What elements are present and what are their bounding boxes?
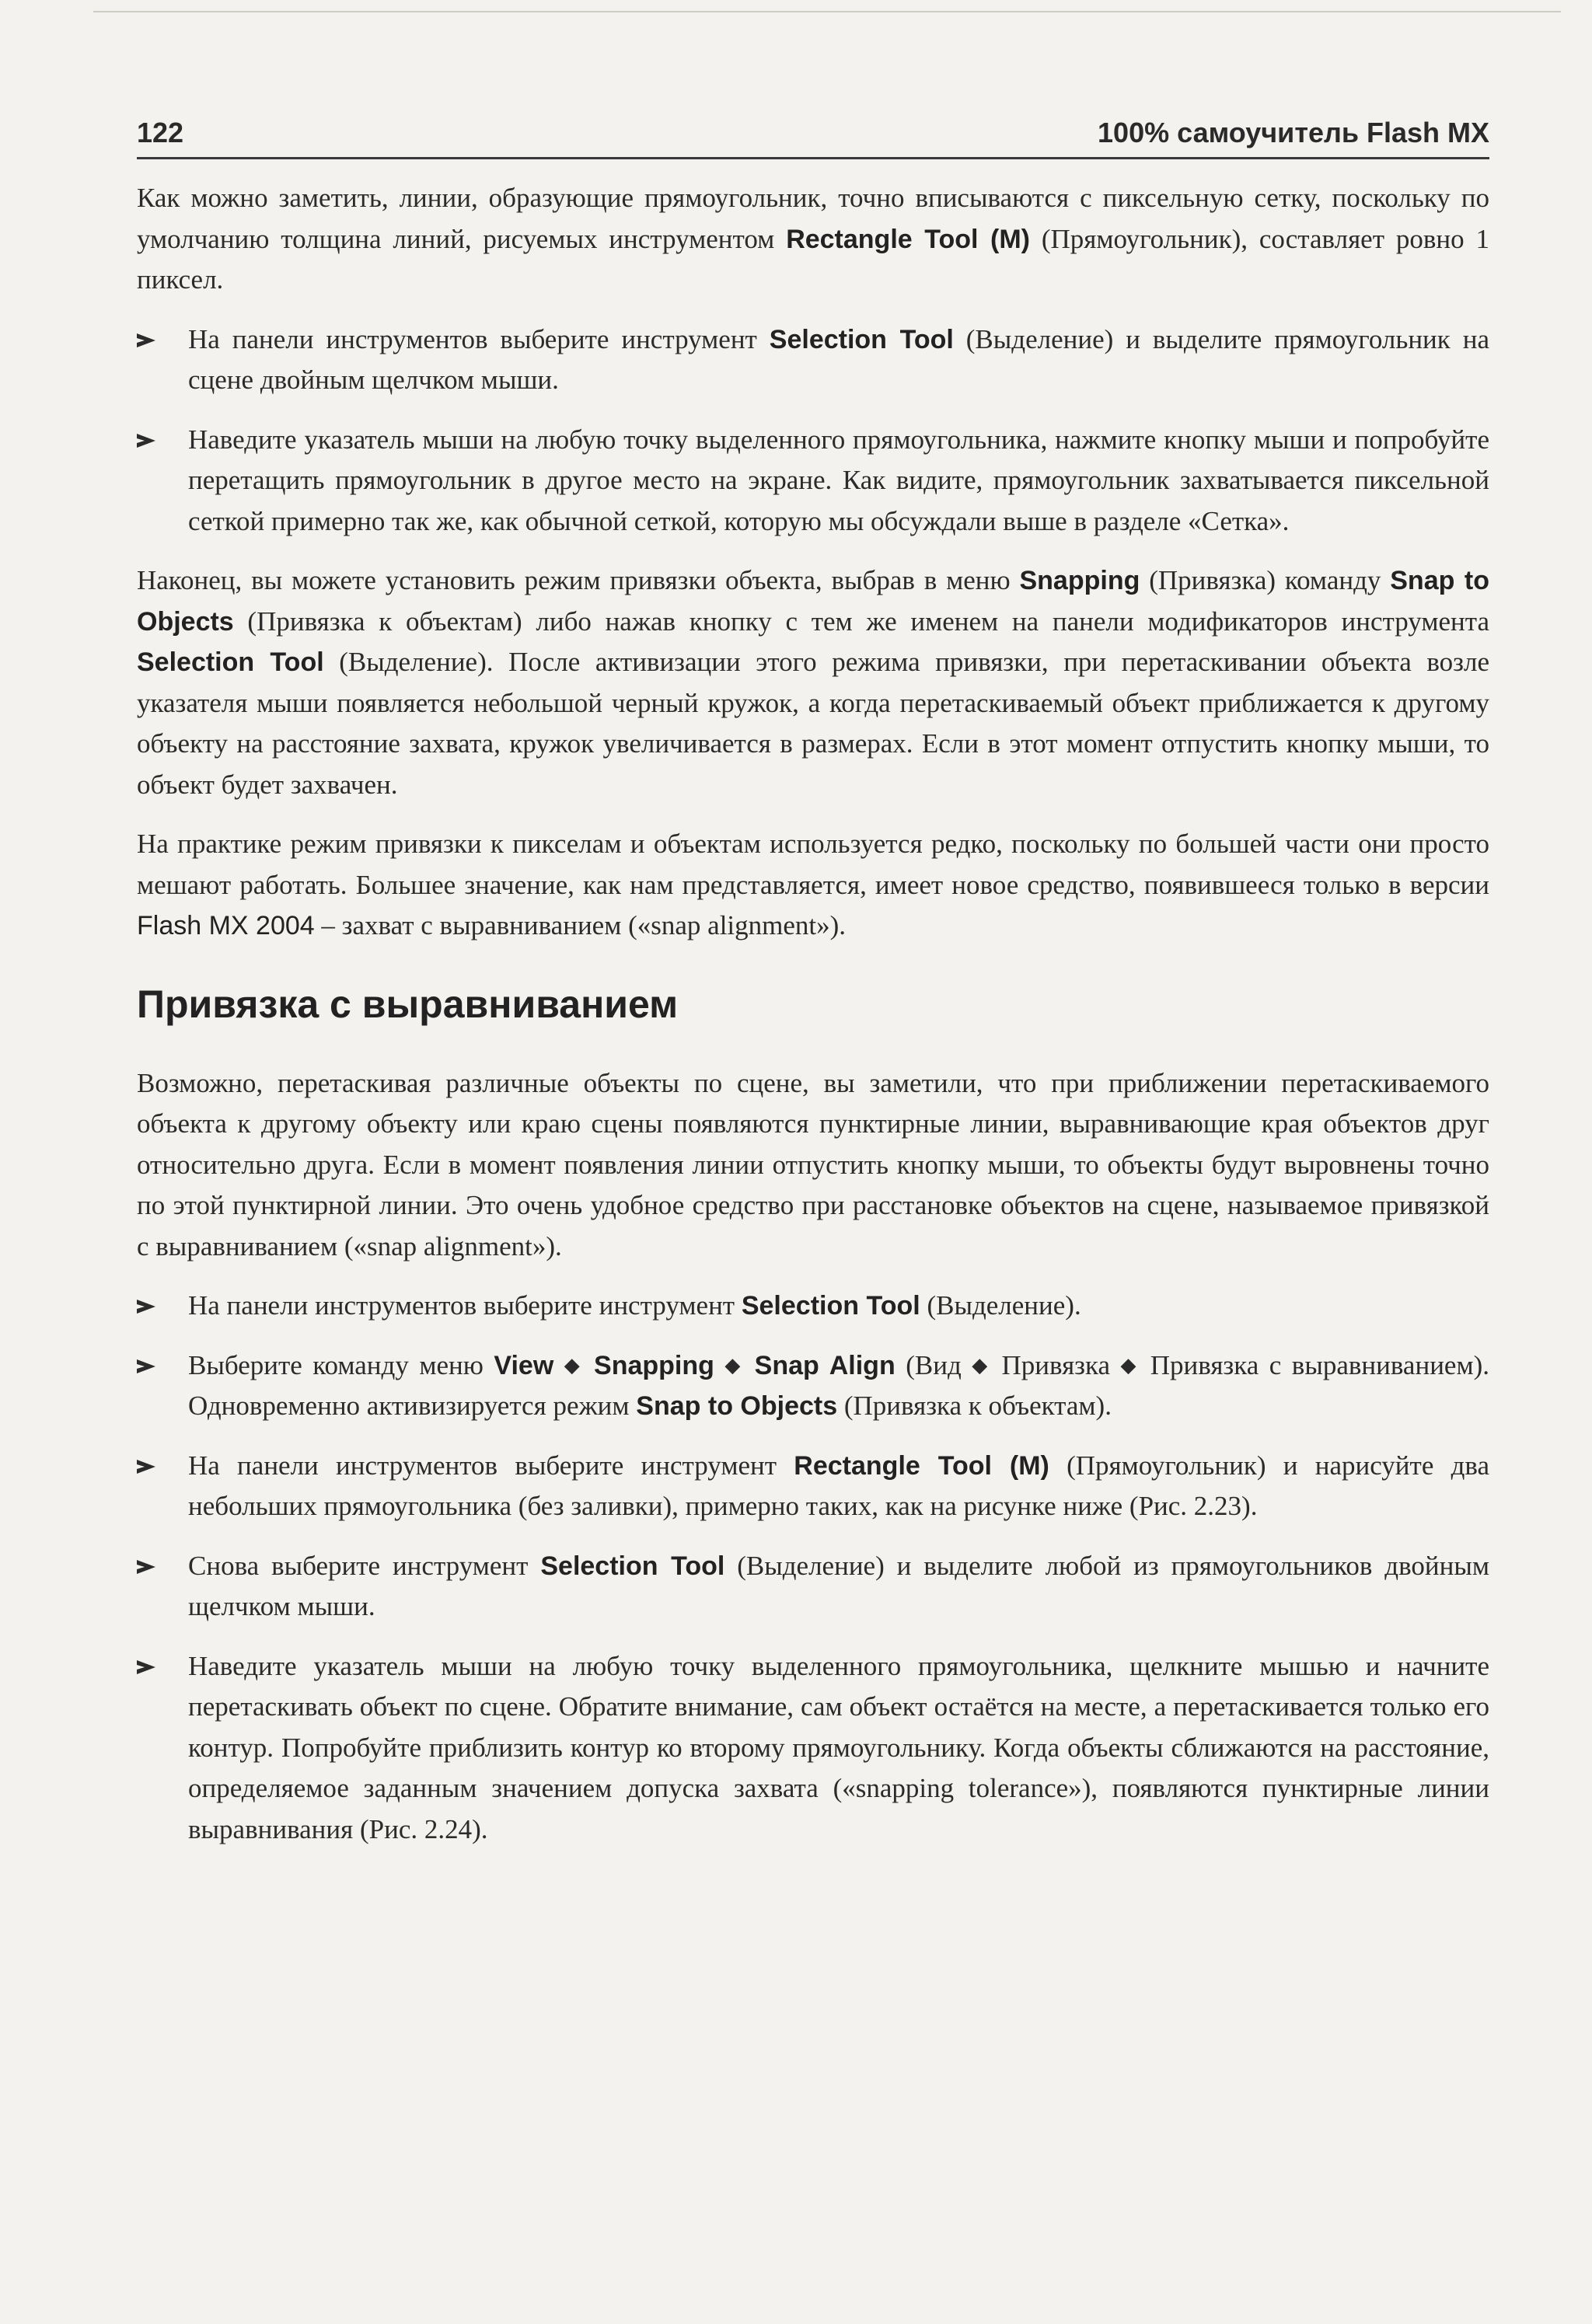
term-selection-tool: Selection Tool bbox=[741, 1291, 920, 1321]
diamond-separator-icon: ◆ bbox=[564, 1353, 584, 1377]
term-flash-mx-2004: Flash MX 2004 bbox=[137, 911, 315, 940]
book-title: 100% самоучитель Flash MX bbox=[1098, 117, 1489, 148]
paragraph-snap-alignment: Возможно, перетаскивая различные объекты по сцене, вы заметили, что при приближении перетаскиваемого объекта к другому объекту или краю сцены появляются пунктирные линии, выравнивающие края объектов друг относительно друга. Если в момент появления линии отпустить кнопку мыши, то объекты будут выровнены точно по этой пунктирной линии. Это очень удобное средство при расстановке объектов на сцене, называемое привязкой с выравниванием («snap alignment»). bbox=[137, 1067, 1489, 1261]
scan-edge-line bbox=[93, 11, 1561, 12]
term-snapping: Snapping bbox=[594, 1350, 714, 1380]
paragraph-snap-objects: Наконец, вы можете установить режим привязки объекта, выбрав в меню Snapping (Привязка) команду Snap to Objects (Привязка к объектам) либо нажав кнопку с тем же именем на панели модификаторов инструмента Selection Tool (Выделение). После активизации этого режима привязки, при перетаскивании объекта возле указателя мыши появляется небольшой черный кружок, а когда перетаскиваемый объект приближается к другому объекту на расстояние захвата, кружок увеличивается в размерах. Если в этот момент отпустить кнопку мыши, то объект будет захвачен. bbox=[137, 565, 1489, 800]
term-snap-to-objects: Snap to Objects bbox=[137, 566, 1489, 637]
bullet-arrow-icon bbox=[137, 1660, 155, 1674]
term-rectangle-tool: Rectangle Tool (M) bbox=[794, 1450, 1049, 1481]
step-list-1 bbox=[137, 319, 1489, 543]
term-snap-align: Snap Align bbox=[754, 1350, 896, 1380]
term-selection-tool: Selection Tool bbox=[769, 324, 954, 354]
page-header bbox=[137, 117, 1489, 159]
list-item: На панели инструментов выберите инструмент Selection Tool (Выделение) и выделите прямоугольник на сцене двойным щелчком мыши. bbox=[137, 319, 1489, 401]
list-item: Наведите указатель мыши на любую точку выделенного прямоугольника, щелкните мышью и начните перетаскивать объект по сцене. Обратите внимание, сам объект остаётся на месте, а перетаскивается только его контур. Попробуйте приблизить контур ко второму прямоугольнику. Когда объекты сближаются на расстояние, определяемое заданным значением допуска захвата («snapping tolerance»), появляются пунктирные линии выравнивания (Рис. 2.24). bbox=[137, 1646, 1489, 1851]
bullet-arrow-icon bbox=[137, 1359, 155, 1373]
term-selection-tool: Selection Tool bbox=[540, 1551, 725, 1581]
book-page bbox=[137, 117, 1489, 1869]
bullet-arrow-icon bbox=[137, 333, 155, 347]
diamond-separator-icon: ◆ bbox=[1120, 1353, 1140, 1377]
bullet-arrow-icon bbox=[137, 1560, 155, 1574]
list-item: На панели инструментов выберите инструмент Selection Tool (Выделение). bbox=[137, 1286, 1489, 1327]
term-view: View bbox=[494, 1350, 554, 1380]
diamond-separator-icon: ◆ bbox=[972, 1353, 992, 1377]
bullet-arrow-icon bbox=[137, 1300, 155, 1314]
term-snap-to-objects: Snap to Objects bbox=[636, 1391, 838, 1421]
term-selection-tool: Selection Tool bbox=[137, 647, 324, 677]
term-snapping: Snapping bbox=[1019, 566, 1140, 595]
step-list-2 bbox=[137, 1286, 1489, 1850]
page-number: 122 bbox=[137, 117, 184, 148]
diamond-separator-icon: ◆ bbox=[724, 1353, 745, 1377]
list-item: На панели инструментов выберите инструмент Rectangle Tool (M) (Прямоугольник) и нарисуйте два небольших прямоугольника (без заливки), примерно таких, как на рисунке ниже (Рис. 2.23). bbox=[137, 1446, 1489, 1527]
list-item: Снова выберите инструмент Selection Tool (Выделение) и выделите любой из прямоугольников двойным щелчком мыши. bbox=[137, 1546, 1489, 1628]
paragraph-pixel-grid: Как можно заметить, линии, образующие прямоугольник, точно вписываются с пиксельную сетку, поскольку по умолчанию толщина линий, рисуемых инструментом Rectangle Tool (M) (Прямоугольник), составляет ровно 1 пиксел. bbox=[137, 183, 1489, 295]
term-rectangle-tool: Rectangle Tool (M) bbox=[786, 224, 1030, 254]
bullet-arrow-icon bbox=[137, 434, 155, 448]
list-item: Наведите указатель мыши на любую точку выделенного прямоугольника, нажмите кнопку мыши и попробуйте перетащить прямоугольник в другое место на экране. Как видите, прямоугольник захватывается пиксельной сеткой примерно так же, как обычной сеткой, которую мы обсуждали выше в разделе «Сетка». bbox=[137, 420, 1489, 543]
list-item: Выберите команду меню View ◆ Snapping ◆ Snap Align (Вид ◆ Привязка ◆ Привязка с выравниванием). Одновременно активизируется режим Snap to Objects (Привязка к объектам). bbox=[137, 1345, 1489, 1427]
section-title: Привязка с выравниванием bbox=[137, 982, 679, 1026]
paragraph-practice: На практике режим привязки к пикселам и объектам используется редко, поскольку по большей части они просто мешают работать. Большее значение, как нам представляется, имеет новое средство, появившееся только в версии Flash MX 2004 – захват с выравниванием («snap alignment»). bbox=[137, 829, 1489, 940]
bullet-arrow-icon bbox=[137, 1460, 155, 1474]
